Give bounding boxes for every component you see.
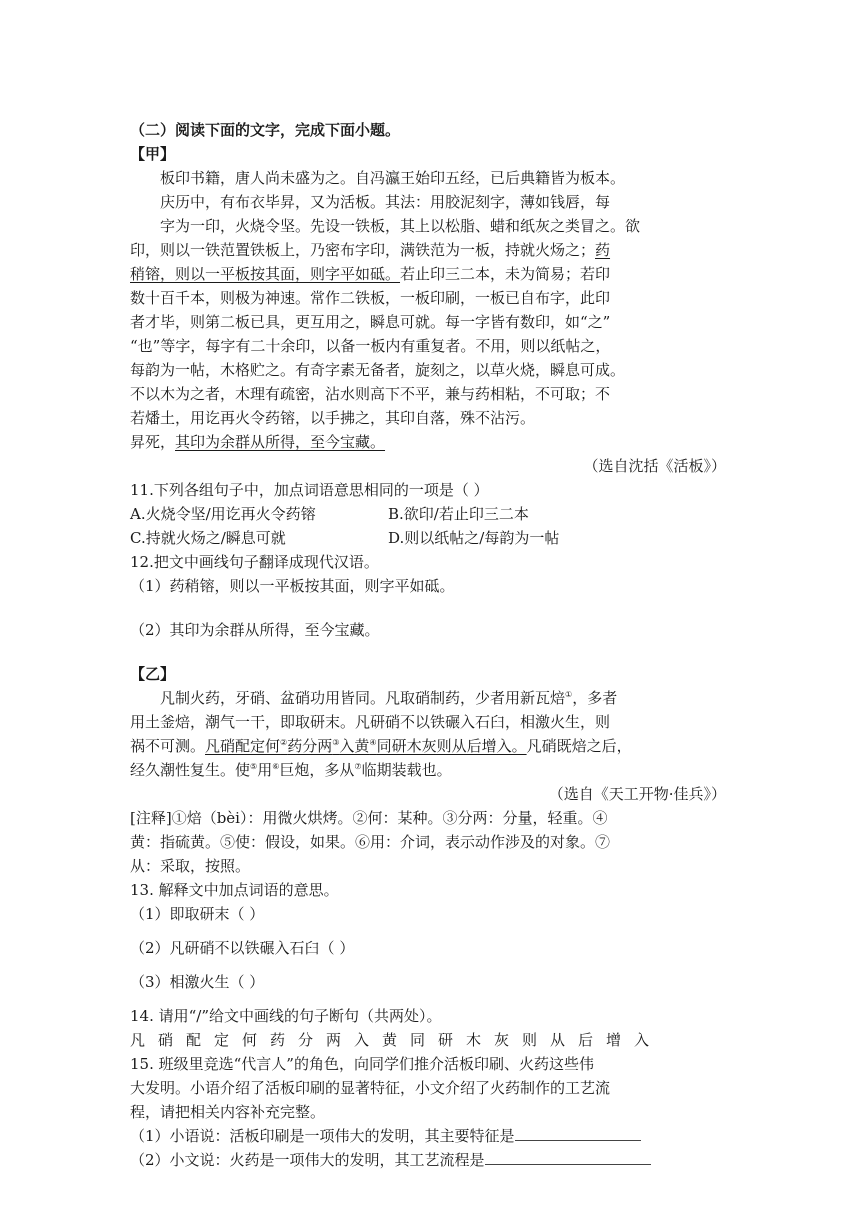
answer-space[interactable] — [130, 642, 730, 662]
passage-yi-text: 凡制火药，牙硝、盆硝功用皆同。凡取硝制药，少者用新瓦焙 — [160, 689, 566, 707]
question-11-options-row — [130, 502, 730, 526]
passage-yi-text: 临期装载也。 — [361, 761, 452, 779]
question-13-part-1[interactable]: （1）即取研末（ ） — [130, 905, 265, 923]
question-12-part-1: （1）药稍镕，则以一平板按其面，则字平如砥。 — [130, 577, 455, 595]
annotation-line: 从：采取，按照。 — [130, 857, 251, 875]
passage-yi-text: 凡硝既焙之后， — [526, 737, 632, 755]
underlined-text: 同研木灰则从后增入。 — [376, 737, 527, 755]
section-heading: （二）阅读下面的文字，完成下面小题。 — [130, 121, 401, 139]
passage-jia-line: 庆历中，有布衣毕昇，又为活板。其法：用胶泥刻字，薄如钱唇，每 — [160, 193, 611, 211]
passage-yi-line: 用土釜焙，潮气一干，即取研末。凡研硝不以铁碾入石臼，相激火生，则 — [130, 713, 611, 731]
passage-jia-line: “也”等字，每字有二十余印，以备一板内有重复者。不用，则以纸帖之， — [130, 337, 611, 355]
question-15-stem-line: 15. 班级里竞选“代言人”的角色，向同学们推介活板印刷、火药这些伟 — [130, 1055, 594, 1073]
answer-blank[interactable] — [515, 1126, 641, 1141]
note-mark: ⑥ — [272, 762, 280, 771]
option-a[interactable]: A.火烧令坚/用讫再火令药镕 — [130, 505, 316, 523]
passage-jia-line: 若燔土，用讫再火令药镕，以手拂之，其印自落，殊不沾污。 — [130, 409, 536, 427]
question-15-part-2 — [130, 1148, 730, 1172]
question-14-sentence[interactable]: 凡硝配定何药分两入黄同研木灰则从后增入 — [130, 1031, 663, 1049]
underlined-sentence: 其印为余群从所得，至今宝藏。 — [175, 433, 386, 451]
passage-jia-line — [130, 238, 730, 262]
option-c[interactable]: C.持就火炀之/瞬息可就 — [130, 529, 286, 547]
passage-yi-text: ，多者 — [572, 689, 618, 707]
question-15-part-1-text: （1）小语说：活板印刷是一项伟大的发明，其主要特征是 — [130, 1127, 515, 1145]
question-13-stem: 13. 解释文中加点词语的意思。 — [130, 881, 339, 899]
passage-jia-text: 昇死， — [130, 433, 176, 451]
question-11-options-row — [130, 526, 730, 550]
option-d[interactable]: D.则以纸帖之/每韵为一帖 — [388, 529, 560, 547]
answer-blank[interactable] — [485, 1150, 651, 1165]
note-mark: ④ — [369, 738, 377, 747]
annotation-line: [注释]①焙（bèi）：用微火烘烤。②何：某种。③分两：分量，轻重。④ — [130, 809, 608, 827]
passage-yi-line — [130, 734, 730, 758]
exam-page — [130, 118, 730, 1172]
passage-yi-line — [130, 758, 730, 782]
passage-yi-label: 【乙】 — [130, 665, 176, 683]
question-11-stem: 11.下列各组句子中，加点词语意思相同的一项是（ ） — [130, 481, 489, 499]
note-mark: ⑤ — [250, 762, 258, 771]
underlined-text: 凡硝配定何 — [205, 737, 281, 755]
question-12-stem: 12.把文中画线句子翻译成现代汉语。 — [130, 553, 379, 571]
underlined-text: 入黄 — [339, 737, 370, 755]
question-15-stem-line: 程，请把相关内容补充完整。 — [130, 1103, 326, 1121]
question-15-part-2-text: （2）小文说：火药是一项伟大的发明，其工艺流程是 — [130, 1151, 485, 1169]
question-15-stem-line: 大发明。小语介绍了活板印刷的显著特征，小文介绍了火药制作的工艺流 — [130, 1079, 611, 1097]
passage-jia-line — [130, 430, 730, 454]
passage-yi-text: 经久潮性复生。使 — [130, 761, 251, 779]
answer-space[interactable] — [130, 598, 730, 618]
passage-yi-source: （选自《天工开物·佳兵》） — [548, 785, 726, 803]
passage-yi-text: 巨炮，多从 — [279, 761, 355, 779]
passage-jia-line: 每韵为一帖，木格贮之。有奇字素无备者，旋刻之，以草火烧，瞬息可成。 — [130, 361, 626, 379]
passage-yi-text: 祸不可测。 — [130, 737, 206, 755]
question-12-part-2: （2）其印为余群从所得，至今宝藏。 — [130, 621, 380, 639]
passage-jia-line: 数十百千本，则极为神速。常作二铁板，一板印刷，一板已自布字，此印 — [130, 289, 611, 307]
passage-jia-text: 若止印三二本，未为简易；若印 — [400, 265, 611, 283]
passage-yi-line — [130, 686, 730, 710]
passage-jia-text: 印，则以一铁范置铁板上，乃密布字印，满铁范为一板，持就火炀之； — [130, 241, 596, 259]
passage-jia-line: 板印书籍，唐人尚未盛为之。自冯瀛王始印五经，已后典籍皆为板本。 — [160, 169, 626, 187]
passage-jia-line — [130, 262, 730, 286]
underlined-sentence: 稍镕，则以一平板按其面，则字平如砥。 — [130, 265, 401, 283]
question-14-stem: 14. 请用“/”给文中画线的句子断句（共两处）。 — [130, 1007, 442, 1025]
passage-jia-source: （选自沈括《活板》） — [583, 457, 726, 475]
passage-yi-text: 用 — [257, 761, 273, 779]
underlined-sentence — [205, 737, 527, 755]
passage-jia-label: 【甲】 — [130, 145, 176, 163]
question-13-part-2[interactable]: （2）凡研硝不以铁碾入石臼（ ） — [130, 939, 355, 957]
question-15-part-1 — [130, 1124, 730, 1148]
note-mark: ③ — [332, 738, 340, 747]
underlined-text: 药分两 — [287, 737, 333, 755]
passage-jia-line: 者才毕，则第二板已具，更互用之，瞬息可就。每一字皆有数印，如“之” — [130, 313, 611, 331]
question-13-part-3[interactable]: （3）相激火生（ ） — [130, 973, 265, 991]
passage-jia-line: 字为一印，火烧令坚。先设一铁板，其上以松脂、蜡和纸灰之类冒之。欲 — [160, 217, 641, 235]
option-b[interactable]: B.欲印/若止印三二本 — [388, 505, 529, 523]
underlined-sentence-start: 药 — [595, 241, 611, 259]
note-mark: ① — [565, 690, 573, 699]
passage-jia-line: 不以木为之者，木理有疏密，沾水则高下不平，兼与药相粘，不可取；不 — [130, 385, 611, 403]
note-mark: ⑦ — [354, 762, 362, 771]
note-mark: ② — [280, 738, 288, 747]
annotation-line: 黄：指硫黄。⑤使：假设，如果。⑥用：介词，表示动作涉及的对象。⑦ — [130, 833, 611, 851]
